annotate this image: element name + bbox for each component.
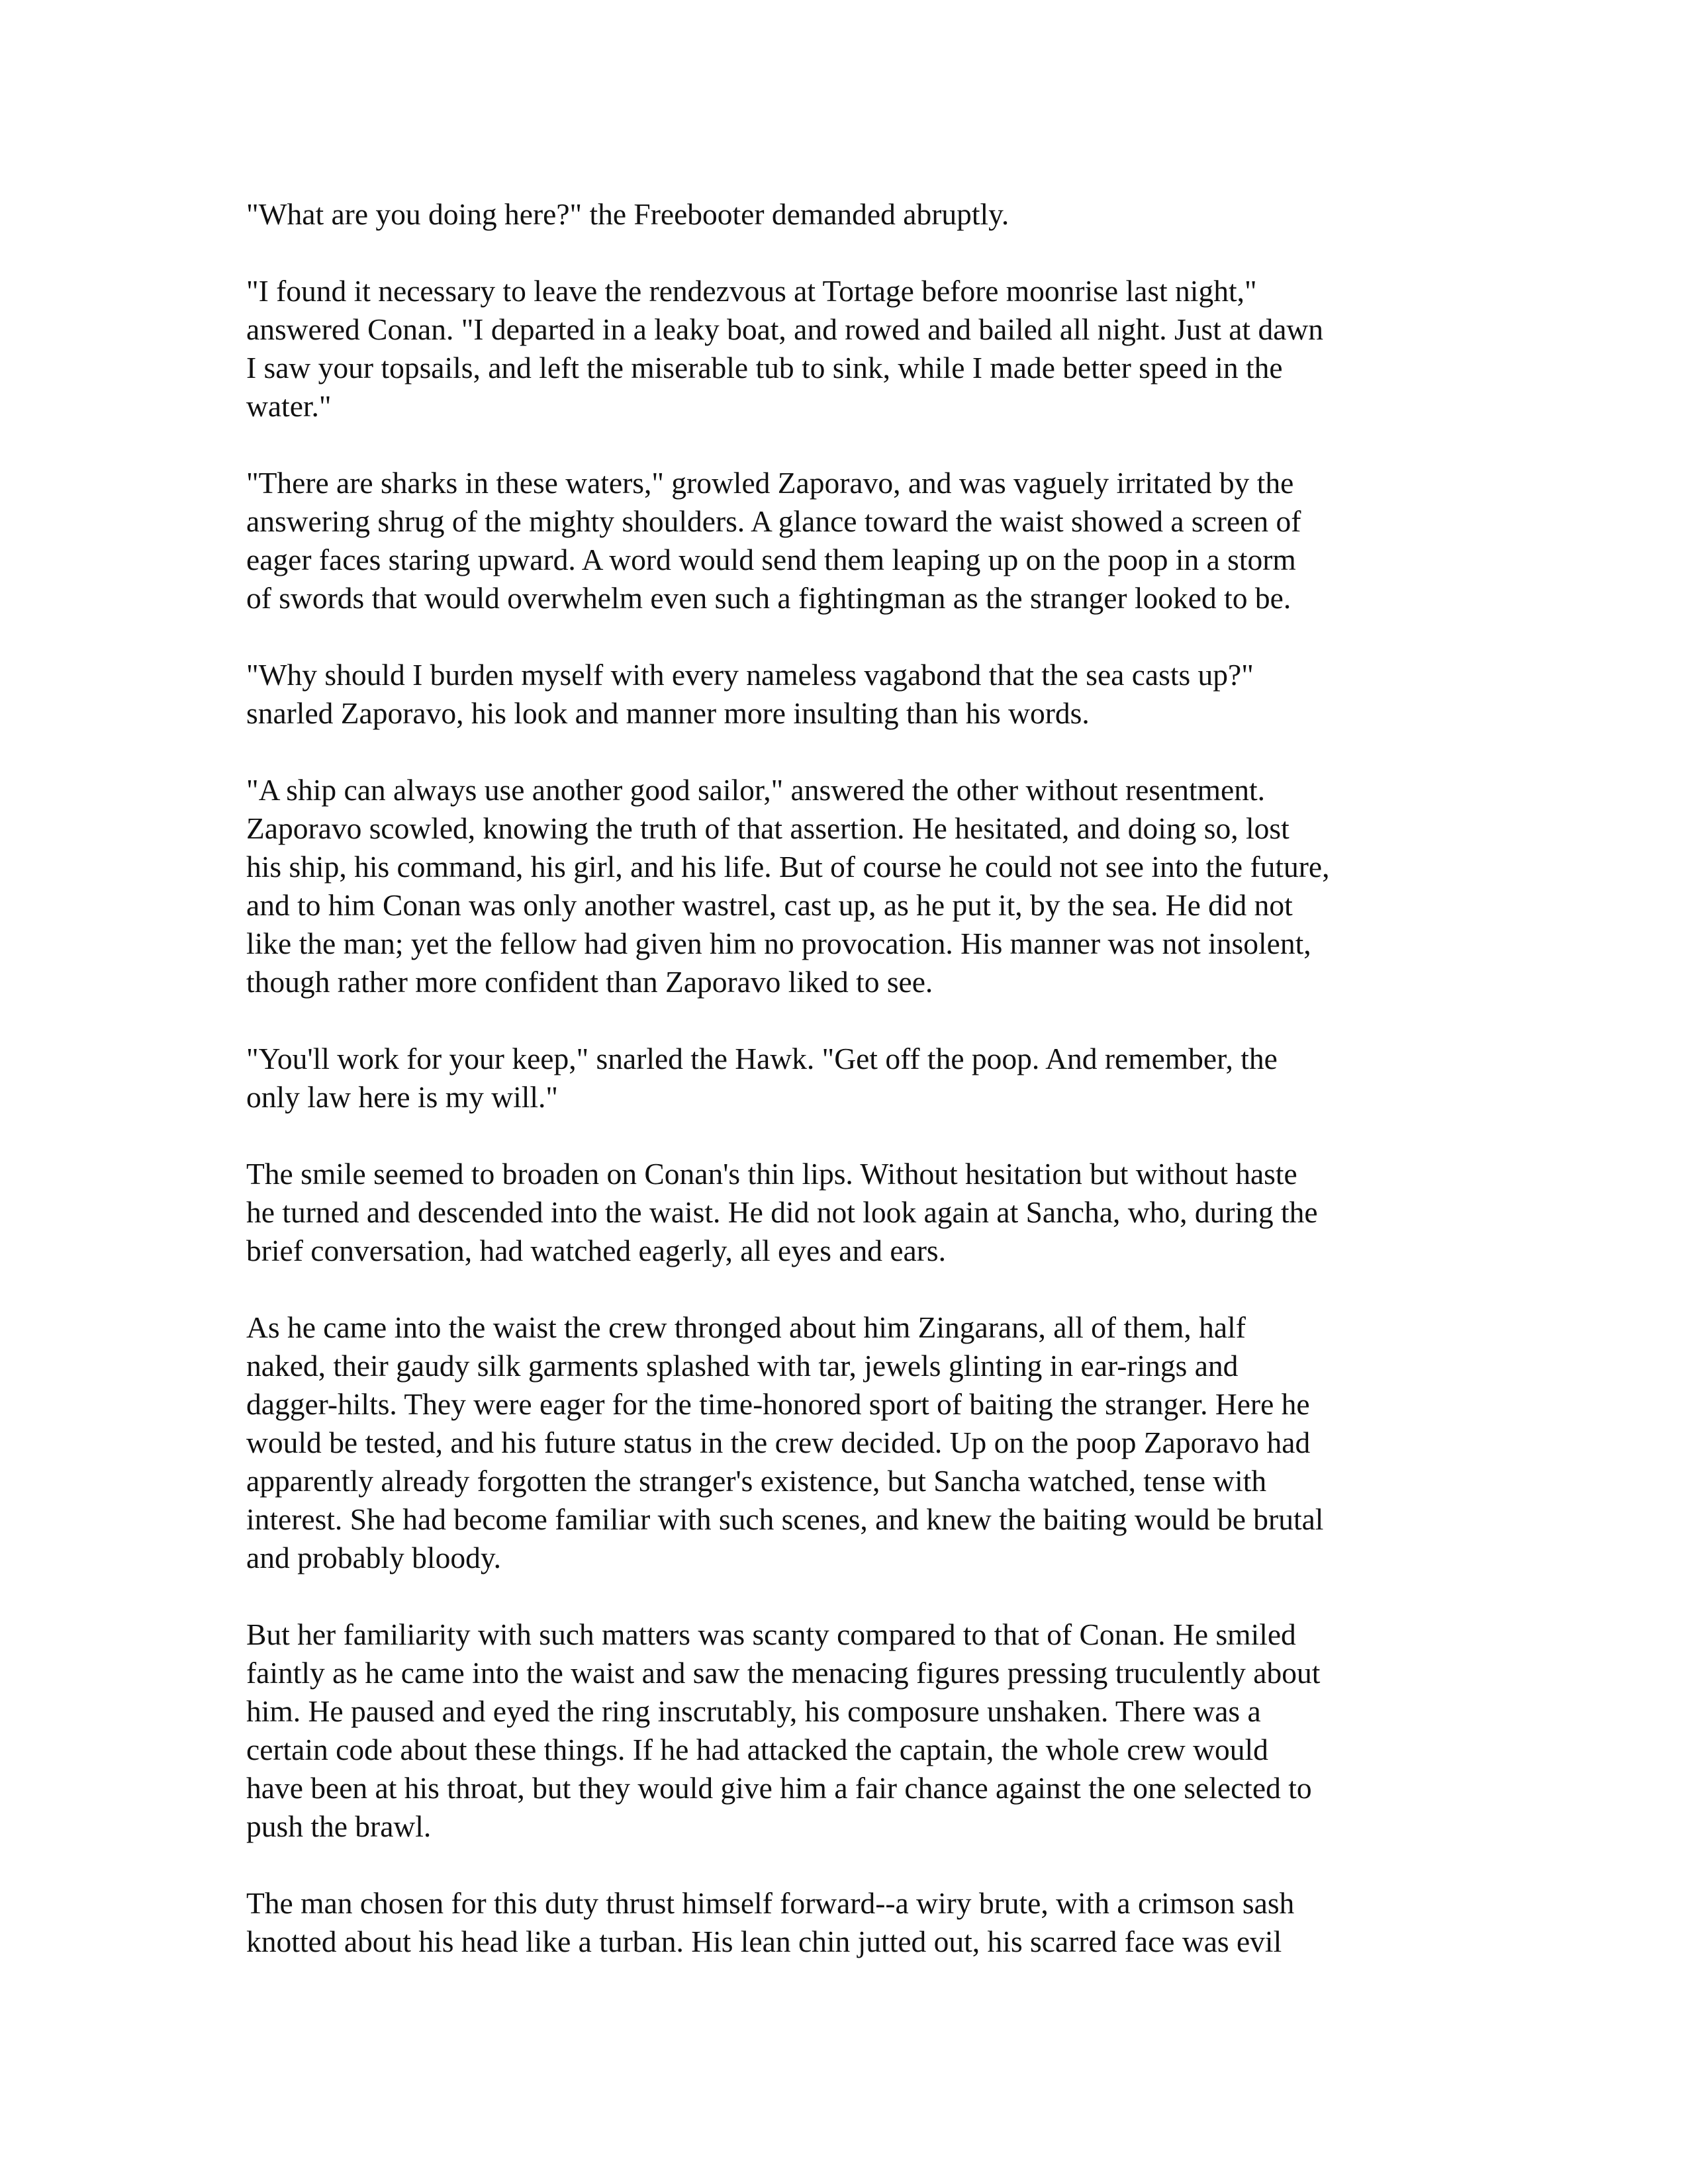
paragraph: "You'll work for your keep," snarled the Hawk. "Get off the poop. And remember, the only law here is my will." bbox=[246, 1042, 1278, 1114]
paragraph: "There are sharks in these waters," growled Zaporavo, and was vaguely irritated by the answering shrug of the mighty shoulders. A glance toward the waist showed a screen of eager faces staring upward. A word would send them leaping up on the poop in a storm of swords that would overwhelm even such a fightingman as the stranger looked to be. bbox=[246, 466, 1301, 615]
paragraph: The smile seemed to broaden on Conan's thin lips. Without hesitation but without haste he turned and descended into the waist. He did not look again at Sancha, who, during the brief conversation, had watched eagerly, all eyes and ears. bbox=[246, 1157, 1318, 1267]
paragraph: As he came into the waist the crew thronged about him Zingarans, all of them, half naked, their gaudy silk garments splashed with tar, jewels glinting in ear-rings and dagger-hilts. They were eager for the time-honored sport of baiting the stranger. Here he would be tested, and his future status in the crew decided. Up on the poop Zaporavo had apparently already forgotten the stranger's existence, but Sancha watched, tense with interest. She had become familiar with such scenes, and knew the baiting would be brutal and probably bloody. bbox=[246, 1310, 1324, 1574]
body-text bbox=[246, 195, 1438, 1999]
paragraph: But her familiarity with such matters was scanty compared to that of Conan. He smiled faintly as he came into the waist and saw the menacing figures pressing truculently about him. He paused and eyed the ring inscrutably, his composure unshaken. There was a certain code about these things. If he had attacked the captain, the whole crew would have been at his throat, but they would give him a fair chance against the one selected to push the brawl. bbox=[246, 1617, 1321, 1843]
paragraph: "What are you doing here?" the Freebooter demanded abruptly. bbox=[246, 197, 1009, 231]
paragraph: "Why should I burden myself with every nameless vagabond that the sea casts up?" snarled Zaporavo, his look and manner more insulting than his words. bbox=[246, 658, 1254, 730]
paragraph: "I found it necessary to leave the rendezvous at Tortage before moonrise last night," answered Conan. "I departed in a leaky boat, and rowed and bailed all night. Just at dawn I saw your topsails, and left the miserable tub to sink, while I made better speed in the water." bbox=[246, 274, 1324, 423]
paragraph: The man chosen for this duty thrust himself forward--a wiry brute, with a crimson sash knotted about his head like a turban. His lean chin jutted out, his scarred face was evil bbox=[246, 1886, 1295, 1958]
paragraph: "A ship can always use another good sailor," answered the other without resentment. Zaporavo scowled, knowing the truth of that assertion. He hesitated, and doing so, lost his ship, his command, his girl, and his life. But of course he could not see into the future, and to him Conan was only another wastrel, cast up, as he put it, by the sea. He did not like the man; yet the fellow had given him no provocation. His manner was not insolent, though rather more confident than Zaporavo liked to see. bbox=[246, 773, 1330, 999]
